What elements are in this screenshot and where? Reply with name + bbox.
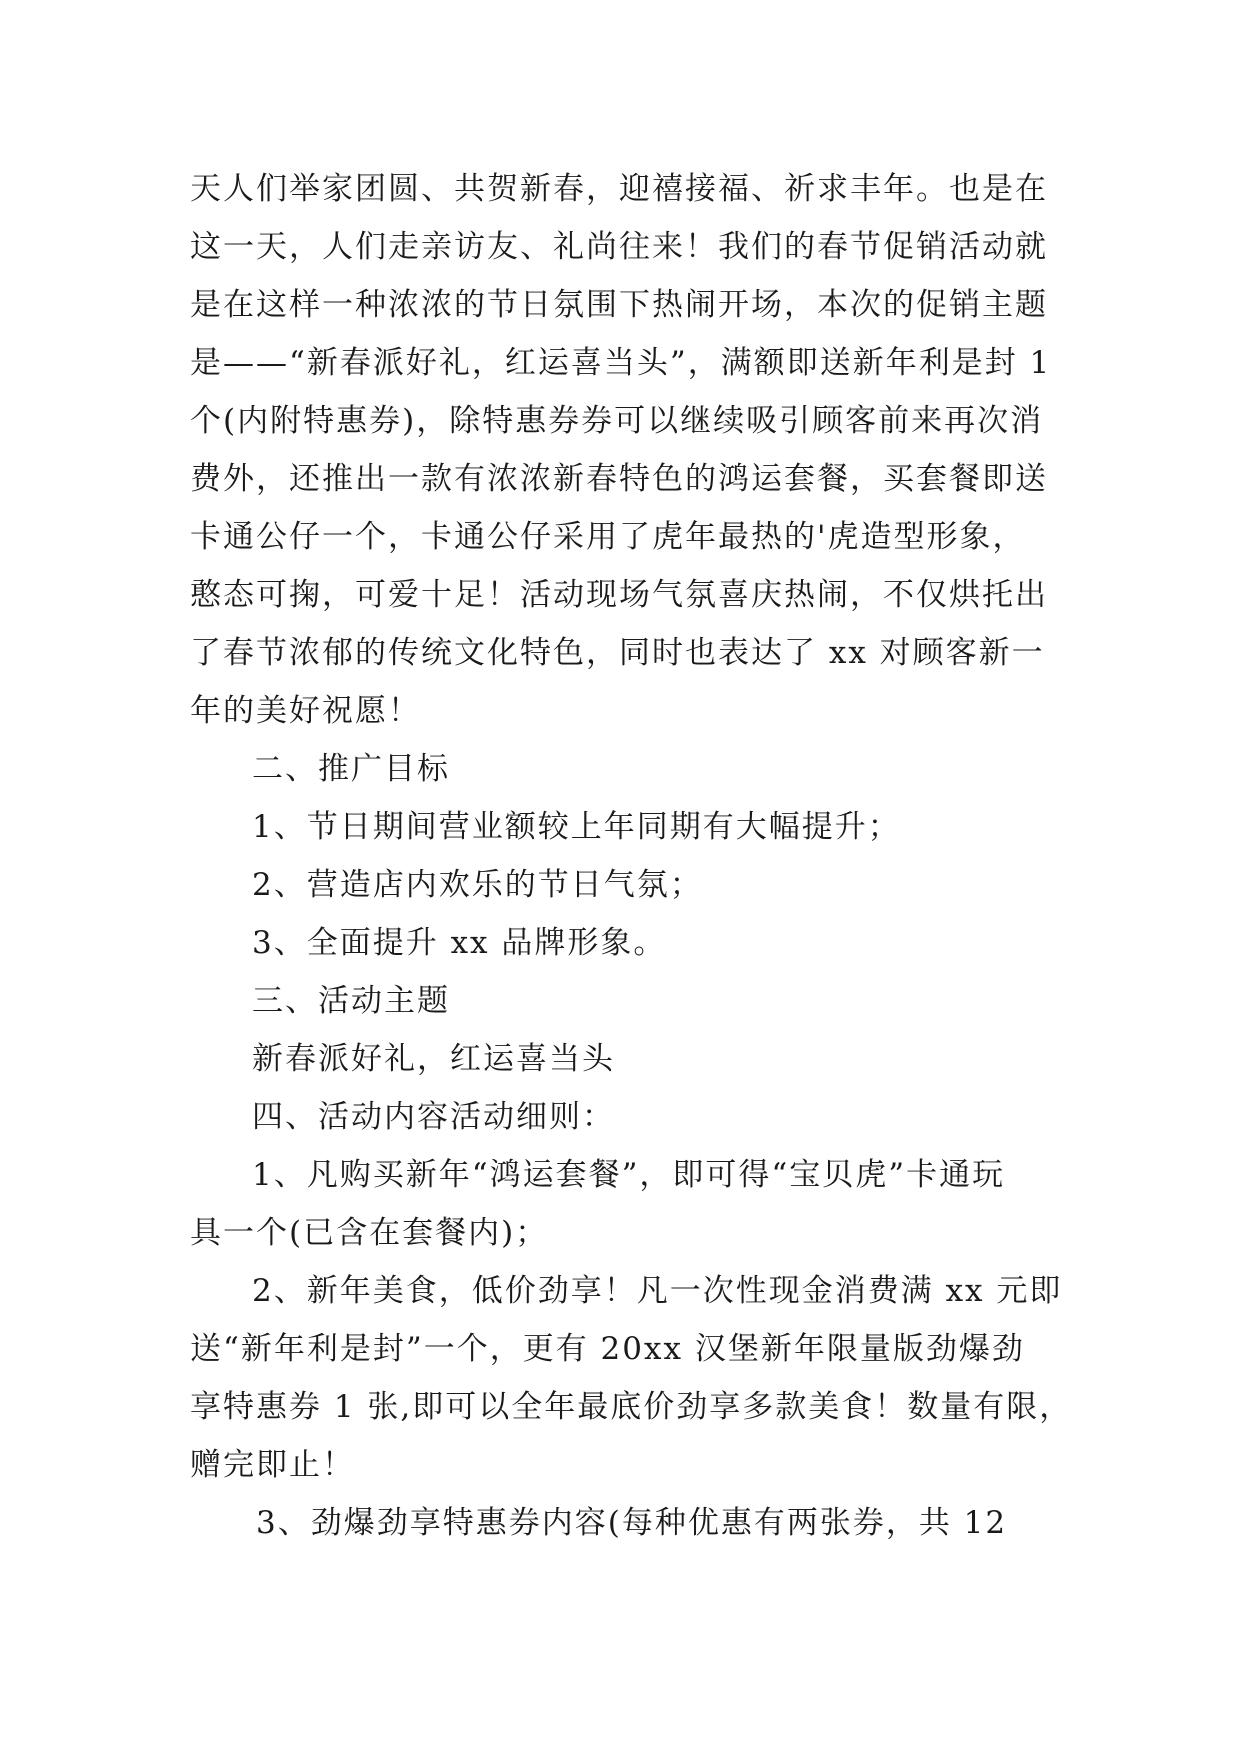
paragraph-line: 了春节浓郁的传统文化特色，同时也表达了 xx 对顾客新一	[190, 635, 1045, 671]
list-item: 2、新年美食，低价劲享！凡一次性现金消费满 xx 元即	[252, 1273, 1063, 1309]
list-item-continuation: 享特惠券 1 张,即可以全年最底价劲享多款美食！数量有限，	[190, 1389, 1073, 1425]
paragraph-line: 是——“新春派好礼，红运喜当头”，满额即送新年利是封 1	[190, 345, 1052, 381]
section-heading: 二、推广目标	[252, 751, 450, 787]
section-heading: 四、活动内容活动细则：	[252, 1099, 615, 1135]
list-item: 1、节日期间营业额较上年同期有大幅提升；	[252, 809, 901, 845]
list-item-continuation: 赠完即止！	[190, 1447, 355, 1483]
paragraph-line: 费外，还推出一款有浓浓新春特色的鸿运套餐，买套餐即送	[190, 461, 1048, 497]
theme-text: 新春派好礼，红运喜当头	[252, 1041, 615, 1077]
paragraph-line: 年的美好祝愿！	[190, 693, 421, 729]
paragraph-line: 个(内附特惠券)，除特惠券券可以继续吸引顾客前来再次消	[190, 403, 1044, 439]
paragraph-line: 天人们举家团圆、共贺新春，迎禧接福、祈求丰年。也是在	[190, 171, 1048, 207]
list-item: 3、劲爆劲享特惠券内容(每种优惠有两张券，共 12	[256, 1505, 1008, 1541]
paragraph-line: 卡通公仔一个，卡通公仔采用了虎年最热的'虎造型形象，	[190, 519, 1026, 555]
paragraph-line: 是在这样一种浓浓的节日氛围下热闹开场，本次的促销主题	[190, 287, 1048, 323]
list-item: 3、全面提升 xx 品牌形象。	[252, 925, 667, 961]
list-item: 2、营造店内欢乐的节日气氛；	[252, 867, 703, 903]
paragraph-line: 这一天，人们走亲访友、礼尚往来！我们的春节促销活动就	[190, 229, 1048, 265]
list-item: 1、凡购买新年“鸿运套餐”，即可得“宝贝虎”卡通玩	[252, 1157, 1006, 1193]
list-item-continuation: 具一个(已含在套餐内)；	[190, 1215, 549, 1251]
list-item-continuation: 送“新年利是封”一个，更有 20xx 汉堡新年限量版劲爆劲	[190, 1331, 1025, 1367]
paragraph-line: 憨态可掬，可爱十足！活动现场气氛喜庆热闹，不仅烘托出	[190, 577, 1048, 613]
section-heading: 三、活动主题	[252, 983, 450, 1019]
